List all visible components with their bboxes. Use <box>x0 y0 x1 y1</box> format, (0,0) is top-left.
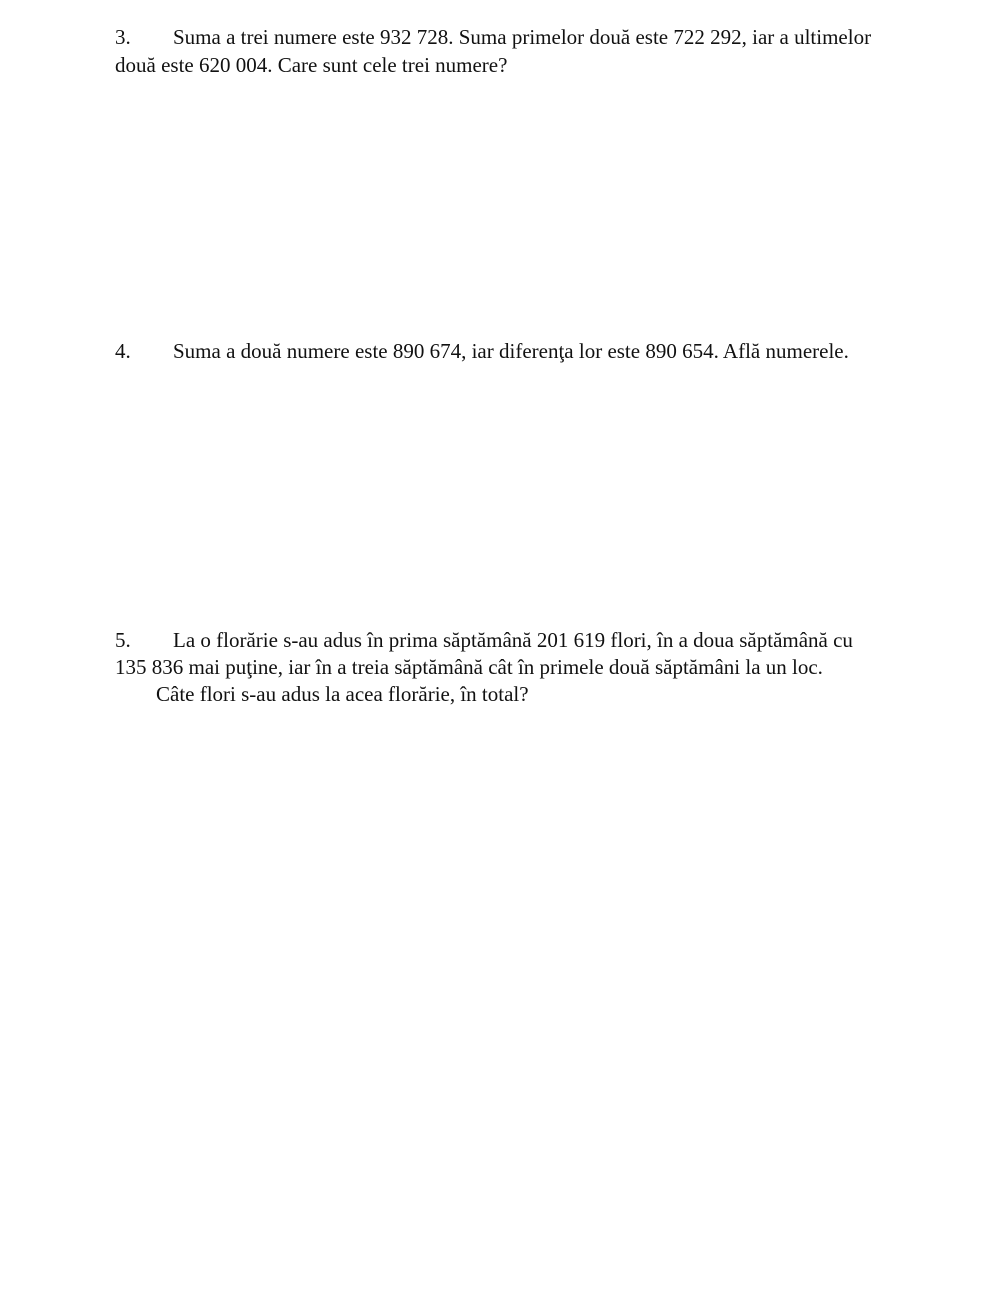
problem-4-line-1 <box>115 338 849 364</box>
problem-3-text-1: Suma a trei numere este 932 728. Suma primelor două este 722 292, iar a ultimelor <box>173 25 872 49</box>
problem-3-line-1 <box>115 24 871 50</box>
problem-3-text-2: două este 620 004. Care sunt cele trei numere? <box>115 53 508 77</box>
problem-5-number: 5. <box>115 628 131 652</box>
problem-5-text-3: Câte flori s-au adus la acea florărie, în total? <box>156 682 529 706</box>
problem-5-line-1 <box>115 627 853 653</box>
problem-4-number: 4. <box>115 339 131 363</box>
problem-3-number: 3. <box>115 25 131 49</box>
problem-5-text-1: La o florărie s-au adus în prima săptămână 201 619 flori, în a doua săptămână cu <box>173 628 853 652</box>
problem-5-text-2: 135 836 mai puţine, iar în a treia săptămână cât în primele două săptămâni la un loc. <box>115 655 823 679</box>
problem-4-text-1: Suma a două numere este 890 674, iar diferenţa lor este 890 654. Află numerele. <box>173 339 849 363</box>
